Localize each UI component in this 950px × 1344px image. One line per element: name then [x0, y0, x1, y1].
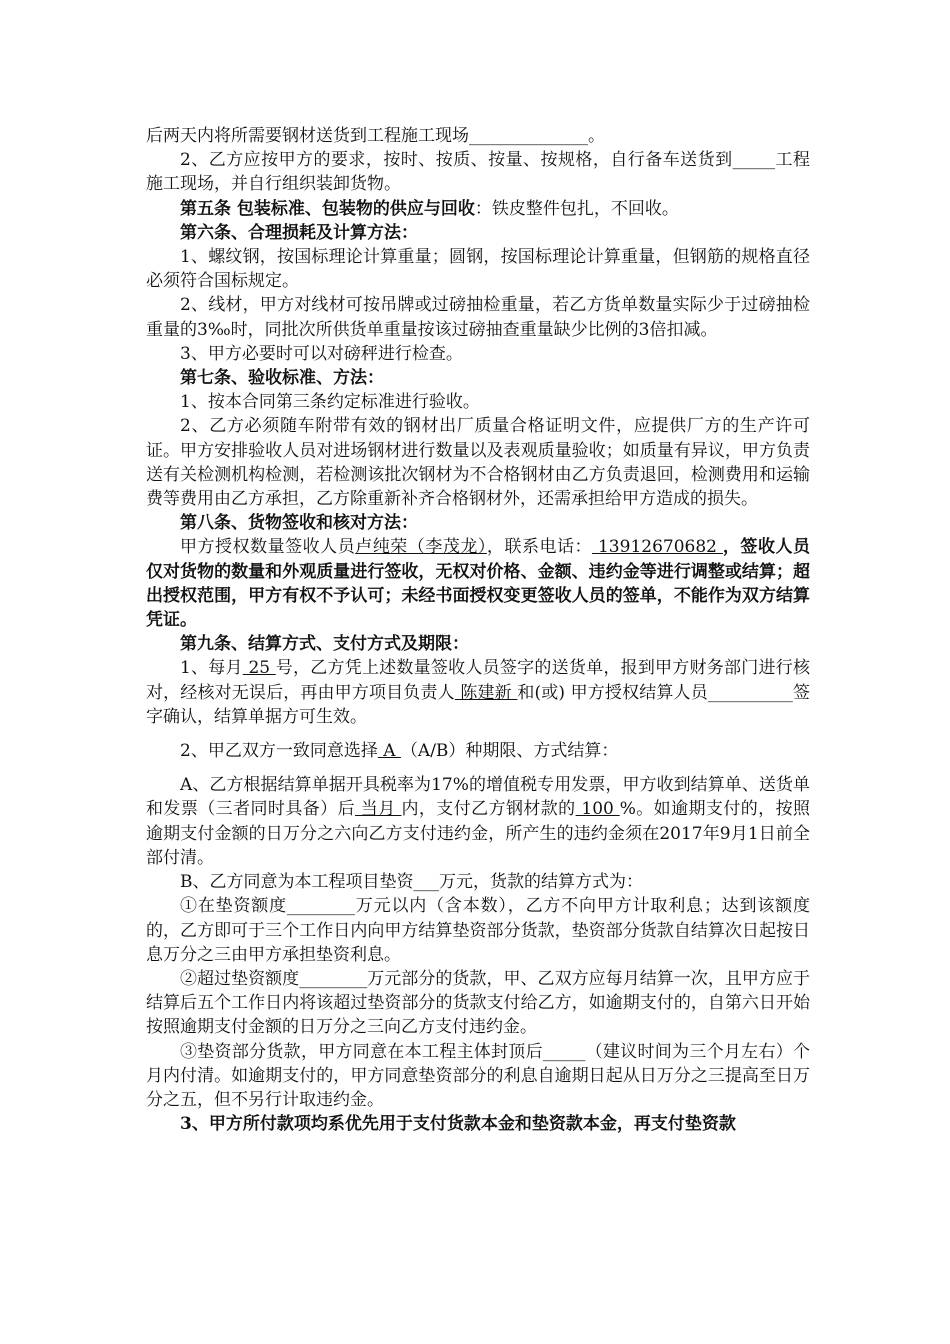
- text-run: ③垫资部分货款，甲方同意在本工程主体封顶后: [180, 1041, 543, 1062]
- bold-text: 第六条、合理损耗及计算方法：: [180, 222, 418, 243]
- paragraph-5: [146, 245, 810, 293]
- text-run: 后两天内将所需要钢材送货到工程施工现场: [146, 126, 469, 146]
- text-run: _____: [542, 1041, 586, 1062]
- text-run: B、乙方同意为本工程项目垫资: [180, 872, 414, 893]
- paragraph-12: [146, 535, 810, 632]
- filled-blank: 当月: [354, 799, 402, 820]
- text-run: 工程施工现场，并自行组织装卸货物。: [146, 150, 810, 195]
- text-run: 万元，货款的结算方式为：: [439, 872, 643, 893]
- text-run: 和(或) 甲方授权结算人员: [517, 682, 708, 703]
- paragraph-6: [146, 293, 810, 341]
- paragraph-21: [146, 1112, 810, 1136]
- paragraph-20: [146, 1040, 810, 1113]
- paragraph-19: [146, 967, 810, 1040]
- text-run: 万元部分的货款，甲、乙双方应每月结算一次，且甲方应于结算后五个工作日内将该超过垫资部分的货款支付给乙方，如逾期支付的，自第六日开始按照逾期支付金额的日万分之三向乙方支付违约金。: [146, 968, 811, 1038]
- filled-blank: A: [377, 741, 401, 762]
- paragraph-8: [146, 366, 810, 390]
- text-run: %。如逾期支付的，按照逾期支付金额的日万分之六向乙方支付违约金，所产生的违约金须在2017年9月1日前全部付清。: [146, 799, 811, 868]
- paragraph-17: [146, 870, 810, 894]
- bold-text: ，签收人员仅对货物的数量和外观质量进行签收，无权对价格、金额、违约金等进行调整或结算；超出授权范围，甲方有权不予认可；未经书面授权变更签收人员的签单，不能作为双方结算凭证。: [146, 537, 810, 631]
- text-run: ________: [299, 968, 368, 989]
- paragraph-3: [146, 197, 810, 221]
- bold-text: 第九条、结算方式、支付方式及期限：: [180, 634, 469, 655]
- text-run: A、乙方根据结算单据开具税率为17%的增值税专用发票，甲方收到结算单、送货单和发票（三者同时具备）后: [146, 775, 810, 820]
- bold-text: 3、甲方所付款项均系优先用于支付货款本金和垫资款本金，再支付垫资款: [180, 1114, 736, 1135]
- text-run: 签字确认，结算单据方可生效。: [146, 682, 811, 727]
- text-run: ___: [413, 872, 439, 893]
- text-run: 2、乙方应按甲方的要求，按时、按质、按量、按规格，自行备车送货到: [180, 150, 733, 171]
- text-run: 3、甲方必要时可以对磅秤进行检查。: [180, 343, 463, 364]
- filled-blank: 陈建新: [454, 682, 518, 703]
- text-run: 1、每月: [180, 658, 243, 679]
- text-run: ①在垫资额度: [180, 896, 287, 917]
- paragraph-9: [146, 390, 810, 414]
- text-run: 2、线材，甲方对线材可按吊牌或过磅抽检重量，若乙方货单数量实际少于过磅抽检重量的3‰时，同批次所供货单重量按该过磅抽查重量缺少比例的3倍扣减。: [146, 295, 810, 340]
- text-run: （A/B）种期限、方式结算：: [400, 741, 619, 762]
- text-run: 1、螺纹钢，按国标理论计算重量；圆钢，按国标理论计算重量，但钢筋的规格直径必须符合国标规定。: [146, 247, 810, 292]
- paragraph-7: [146, 342, 810, 366]
- text-run: （建议时间为三个月左右）个月内付清。如逾期支付的，甲方同意垫资部分的利息自逾期日起从日万分之三提高至日万分之五，但不另行计取违约金。: [146, 1041, 811, 1110]
- contract-body: [146, 124, 810, 1136]
- text-run: 内，支付乙方钢材款的: [401, 799, 576, 820]
- bold-text: 第五条 包装标准、包装物的供应与回收: [180, 198, 475, 219]
- text-run: ______________: [469, 126, 588, 146]
- paragraph-10: [146, 414, 810, 511]
- bold-text: 第八条、货物签收和核对方法：: [180, 513, 418, 534]
- text-run: 甲方授权数量签收人员: [180, 537, 356, 558]
- bold-text: 第七条、验收标准、方法：: [180, 368, 384, 389]
- filled-blank: 卢纯荣（李茂龙）: [355, 537, 487, 558]
- paragraph-15: [146, 739, 810, 763]
- paragraph-16: [146, 773, 810, 870]
- text-run: ，联系电话：: [486, 537, 593, 558]
- filled-blank: 25: [242, 658, 276, 679]
- paragraph-14: [146, 656, 810, 729]
- filled-blank: 13912670682: [592, 537, 723, 558]
- text-run: 1、按本合同第三条约定标准进行验收。: [180, 392, 480, 413]
- text-run: 2、甲乙双方一致同意选择: [180, 741, 378, 762]
- text-run: 万元以内（含本数），乙方不向甲方计取利息；达到该额度的，乙方即可于三个工作日内向甲方结算垫资部分货款，垫资部分货款自结算次日起按日息万分之三由甲方承担垫资利息。: [146, 896, 810, 965]
- paragraph-1: [146, 124, 810, 148]
- text-run: 。: [588, 126, 605, 146]
- text-run: 号，乙方凭上述数量签收人员签字的送货单，报到甲方财务部门进行核对，经核对无误后，再由甲方项目负责人: [146, 658, 810, 703]
- text-run: _____: [732, 150, 776, 171]
- paragraph-4: [146, 221, 810, 245]
- text-run: __________: [707, 682, 793, 703]
- paragraph-13: [146, 632, 810, 656]
- filled-blank: 100: [575, 799, 620, 820]
- text-run: ________: [286, 896, 355, 917]
- paragraph-18: [146, 894, 810, 967]
- paragraph-2: [146, 148, 810, 196]
- text-run: ：铁皮整件包扎，不回收。: [474, 198, 679, 219]
- text-run: ②超过垫资额度: [180, 968, 300, 989]
- paragraph-11: [146, 511, 810, 535]
- text-run: 2、乙方必须随车附带有效的钢材出厂质量合格证明文件，应提供厂方的生产许可证。甲方安排验收人员对进场钢材进行数量以及表观质量验收；如质量有异议，甲方负责送有关检测机构检测，若检测该批次钢材为不合格钢材由乙方负责退回，检测费用和运输费等费用由乙方承担，乙方除重新补齐合格钢材外，还需承担给甲方造成的损失。: [146, 416, 810, 510]
